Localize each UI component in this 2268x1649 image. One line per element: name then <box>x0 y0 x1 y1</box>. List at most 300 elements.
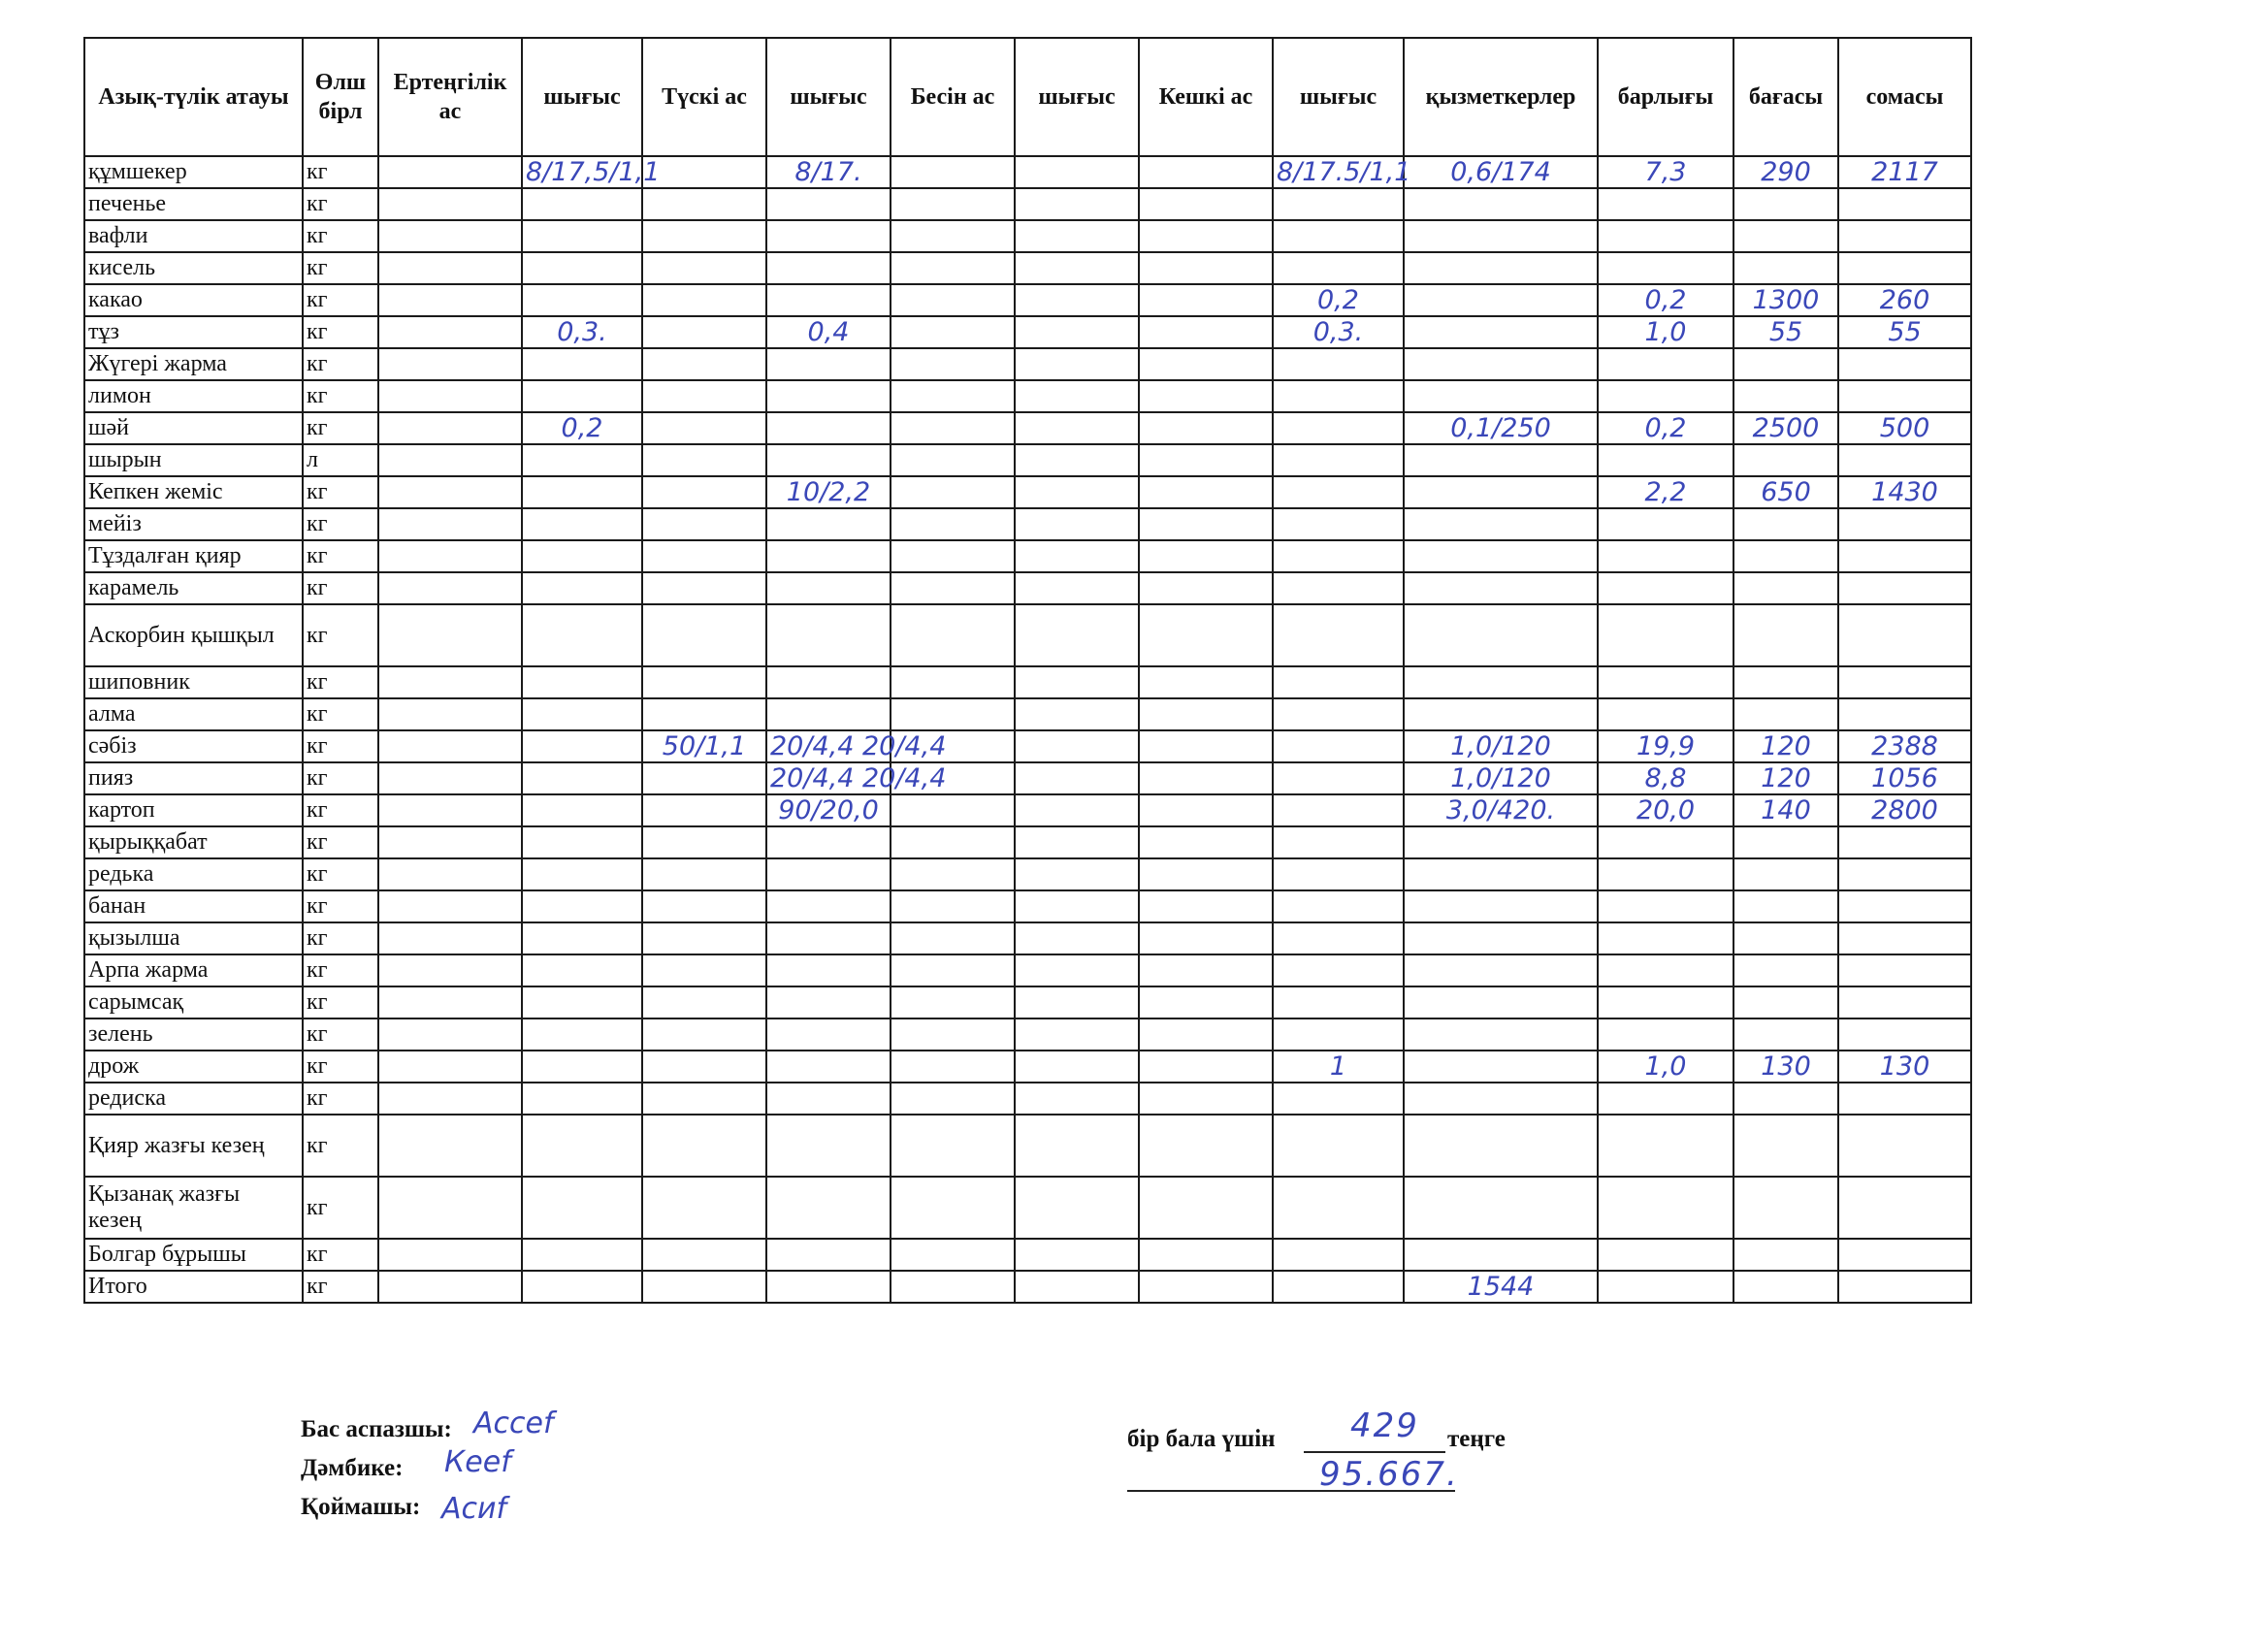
table-cell <box>1015 508 1139 540</box>
table-cell <box>642 1271 766 1303</box>
table-cell <box>766 1177 891 1239</box>
table-cell <box>1139 444 1273 476</box>
table-cell <box>1139 1115 1273 1177</box>
table-cell <box>1598 508 1733 540</box>
table-cell <box>1598 1115 1733 1177</box>
table-row <box>84 412 1971 444</box>
table-cell <box>642 348 766 380</box>
table-cell <box>1598 572 1733 604</box>
unit-cell: кг <box>303 540 378 572</box>
product-name: қызылша <box>84 922 303 954</box>
column-header: Өлш бірл <box>303 38 378 156</box>
cook-label: Дәмбике: <box>301 1455 404 1481</box>
table-cell <box>1273 986 1404 1018</box>
unit-cell: кг <box>303 604 378 666</box>
table-cell <box>1139 698 1273 730</box>
table-cell <box>1404 316 1598 348</box>
table-cell <box>522 1115 642 1177</box>
unit-cell: кг <box>303 1018 378 1051</box>
table-cell <box>1015 794 1139 826</box>
product-name: Итого <box>84 1271 303 1303</box>
table-cell <box>891 284 1015 316</box>
table-cell: 2388 <box>1838 730 1971 762</box>
table-cell: 0,3. <box>1273 316 1404 348</box>
table-row <box>84 1239 1971 1271</box>
table-cell <box>766 220 891 252</box>
table-cell <box>1404 1239 1598 1271</box>
table-row <box>84 572 1971 604</box>
product-name: құмшекер <box>84 156 303 188</box>
table-cell <box>378 698 522 730</box>
column-header: қызметкерлер <box>1404 38 1598 156</box>
unit-cell: кг <box>303 1271 378 1303</box>
table-cell <box>891 412 1015 444</box>
product-name: дрож <box>84 1051 303 1083</box>
table-cell <box>1273 444 1404 476</box>
product-name: банан <box>84 890 303 922</box>
unit-cell: кг <box>303 922 378 954</box>
table-cell <box>378 540 522 572</box>
product-name: Қызанақ жазғы кезең <box>84 1177 303 1239</box>
table-cell: 0,2 <box>1598 412 1733 444</box>
table-cell <box>522 890 642 922</box>
table-cell <box>642 1177 766 1239</box>
table-cell: 0,2 <box>1273 284 1404 316</box>
table-cell <box>1139 666 1273 698</box>
unit-cell: кг <box>303 954 378 986</box>
table-cell <box>891 156 1015 188</box>
table-cell <box>1598 826 1733 858</box>
table-cell <box>1733 826 1838 858</box>
table-cell <box>1139 890 1273 922</box>
unit-cell: кг <box>303 666 378 698</box>
table-cell: 1,0 <box>1598 316 1733 348</box>
unit-cell: кг <box>303 188 378 220</box>
table-cell <box>891 1239 1015 1271</box>
table-cell <box>1404 476 1598 508</box>
head-cook-label: Бас аспазшы: <box>301 1416 452 1442</box>
table-cell <box>522 762 642 794</box>
table-cell <box>1273 1115 1404 1177</box>
table-cell <box>378 604 522 666</box>
table-cell <box>1404 284 1598 316</box>
table-cell <box>1139 476 1273 508</box>
table-cell <box>1015 666 1139 698</box>
table-cell: 19,9 <box>1598 730 1733 762</box>
table-cell <box>766 858 891 890</box>
table-cell <box>1015 188 1139 220</box>
table-cell <box>642 220 766 252</box>
table-row <box>84 954 1971 986</box>
table-cell <box>766 698 891 730</box>
table-cell <box>522 604 642 666</box>
table-cell <box>1838 540 1971 572</box>
table-cell <box>642 1115 766 1177</box>
table-cell <box>1139 794 1273 826</box>
table-cell <box>378 794 522 826</box>
table-cell <box>522 220 642 252</box>
table-cell <box>766 890 891 922</box>
table-cell: 50/1,1 <box>642 730 766 762</box>
table-cell: 1,0 <box>1598 1051 1733 1083</box>
table-cell <box>766 954 891 986</box>
table-cell <box>522 508 642 540</box>
table-cell: 0,4 <box>766 316 891 348</box>
table-cell <box>766 412 891 444</box>
table-cell <box>1733 1271 1838 1303</box>
table-cell <box>378 922 522 954</box>
table-cell <box>642 252 766 284</box>
table-row <box>84 156 1971 188</box>
table-cell: 1544 <box>1404 1271 1598 1303</box>
product-name: Жүгері жарма <box>84 348 303 380</box>
table-row <box>84 604 1971 666</box>
table-cell <box>1015 858 1139 890</box>
table-cell <box>891 508 1015 540</box>
table-cell <box>1838 444 1971 476</box>
table-cell <box>1404 698 1598 730</box>
table-cell: 0,6/174 <box>1404 156 1598 188</box>
table-cell <box>1015 954 1139 986</box>
table-cell <box>1273 220 1404 252</box>
table-cell <box>1598 188 1733 220</box>
table-cell <box>766 1018 891 1051</box>
table-row <box>84 380 1971 412</box>
table-cell <box>1733 858 1838 890</box>
table-cell <box>766 1083 891 1115</box>
unit-cell: кг <box>303 1177 378 1239</box>
table-cell <box>1598 1083 1733 1115</box>
table-row <box>84 220 1971 252</box>
table-cell <box>522 1018 642 1051</box>
table-row <box>84 1115 1971 1177</box>
table-cell <box>642 922 766 954</box>
table-cell <box>1273 1177 1404 1239</box>
table-cell <box>1139 1083 1273 1115</box>
table-cell <box>642 954 766 986</box>
storekeeper-label: Қоймашы: <box>301 1494 421 1520</box>
table-cell <box>1838 890 1971 922</box>
table-row <box>84 858 1971 890</box>
table-cell <box>766 572 891 604</box>
table-cell <box>522 858 642 890</box>
table-cell <box>1598 540 1733 572</box>
table-row <box>84 1083 1971 1115</box>
unit-cell: кг <box>303 762 378 794</box>
table-cell <box>1015 604 1139 666</box>
table-cell <box>378 858 522 890</box>
table-cell <box>1598 1271 1733 1303</box>
table-cell: 10/2,2 <box>766 476 891 508</box>
currency-label: теңге <box>1447 1426 1506 1452</box>
table-cell <box>766 922 891 954</box>
table-cell <box>378 284 522 316</box>
table-cell <box>642 1083 766 1115</box>
table-cell <box>378 380 522 412</box>
table-cell <box>1838 380 1971 412</box>
table-cell <box>891 572 1015 604</box>
cook-signature: Кееf <box>444 1445 511 1479</box>
table-cell: 0,1/250 <box>1404 412 1598 444</box>
unit-cell: кг <box>303 252 378 284</box>
table-cell <box>1273 1271 1404 1303</box>
table-cell: 2800 <box>1838 794 1971 826</box>
table-cell <box>1404 252 1598 284</box>
table-cell <box>1015 540 1139 572</box>
table-cell: 1056 <box>1838 762 1971 794</box>
table-cell <box>766 1115 891 1177</box>
table-cell <box>1598 890 1733 922</box>
unit-cell: кг <box>303 1239 378 1271</box>
column-header: Азық-түлік атауы <box>84 38 303 156</box>
table-cell <box>522 666 642 698</box>
table-cell <box>642 794 766 826</box>
table-cell <box>891 922 1015 954</box>
table-cell <box>378 156 522 188</box>
table-row <box>84 986 1971 1018</box>
table-cell <box>1733 1177 1838 1239</box>
table-cell: 290 <box>1733 156 1838 188</box>
table-cell <box>891 986 1015 1018</box>
product-name: карамель <box>84 572 303 604</box>
table-cell <box>522 1051 642 1083</box>
provisions-table <box>83 37 1972 1304</box>
table-cell <box>1598 604 1733 666</box>
table-row <box>84 540 1971 572</box>
table-cell <box>522 252 642 284</box>
table-cell <box>642 156 766 188</box>
table-cell <box>1838 922 1971 954</box>
table-row <box>84 794 1971 826</box>
table-cell <box>1273 922 1404 954</box>
table-cell <box>1733 1083 1838 1115</box>
table-cell <box>378 1115 522 1177</box>
column-header: шығыс <box>766 38 891 156</box>
table-cell <box>378 412 522 444</box>
table-cell <box>1273 698 1404 730</box>
table-cell <box>1015 316 1139 348</box>
table-cell <box>378 252 522 284</box>
table-cell <box>378 572 522 604</box>
table-row <box>84 252 1971 284</box>
table-cell <box>1598 380 1733 412</box>
table-row <box>84 508 1971 540</box>
table-cell <box>891 826 1015 858</box>
table-cell <box>1139 986 1273 1018</box>
table-cell <box>766 284 891 316</box>
table-cell <box>1404 666 1598 698</box>
table-cell: 1,0/120 <box>1404 762 1598 794</box>
table-cell: 260 <box>1838 284 1971 316</box>
table-cell <box>1733 188 1838 220</box>
table-cell <box>1598 698 1733 730</box>
table-cell <box>1404 188 1598 220</box>
table-cell <box>1598 666 1733 698</box>
table-cell <box>1404 444 1598 476</box>
table-row <box>84 922 1971 954</box>
table-row <box>84 730 1971 762</box>
table-cell <box>1015 444 1139 476</box>
column-header: Кешкі ас <box>1139 38 1273 156</box>
table-cell <box>1139 284 1273 316</box>
table-cell: 0,2 <box>1598 284 1733 316</box>
table-cell <box>1139 1018 1273 1051</box>
table-cell <box>891 890 1015 922</box>
table-cell <box>1273 572 1404 604</box>
table-cell <box>1404 890 1598 922</box>
table-cell <box>766 1051 891 1083</box>
product-name: печенье <box>84 188 303 220</box>
table-cell <box>378 666 522 698</box>
table-cell <box>1733 444 1838 476</box>
table-cell <box>1139 1239 1273 1271</box>
table-cell <box>1015 698 1139 730</box>
unit-cell: кг <box>303 986 378 1018</box>
unit-cell: кг <box>303 348 378 380</box>
table-cell <box>1273 1239 1404 1271</box>
column-header: шығыс <box>1273 38 1404 156</box>
table-cell <box>1404 1177 1598 1239</box>
column-header: бағасы <box>1733 38 1838 156</box>
table-cell <box>378 348 522 380</box>
table-cell <box>1139 1051 1273 1083</box>
table-cell <box>1733 380 1838 412</box>
table-cell <box>642 572 766 604</box>
table-cell <box>1015 1051 1139 1083</box>
table-cell <box>1273 762 1404 794</box>
table-cell <box>1838 826 1971 858</box>
table-cell <box>1015 220 1139 252</box>
table-cell <box>1733 604 1838 666</box>
table-cell <box>1139 922 1273 954</box>
unit-cell: кг <box>303 1051 378 1083</box>
table-cell <box>891 380 1015 412</box>
table-cell <box>1598 1239 1733 1271</box>
table-cell: 1300 <box>1733 284 1838 316</box>
table-cell <box>1404 380 1598 412</box>
table-cell <box>522 1083 642 1115</box>
table-cell <box>1139 604 1273 666</box>
table-cell <box>766 188 891 220</box>
table-cell <box>1139 540 1273 572</box>
table-cell: 55 <box>1733 316 1838 348</box>
table-cell <box>1838 1115 1971 1177</box>
unit-cell: кг <box>303 1083 378 1115</box>
product-name: пияз <box>84 762 303 794</box>
table-cell <box>378 986 522 1018</box>
table-row <box>84 762 1971 794</box>
table-cell <box>1139 220 1273 252</box>
table-cell <box>891 316 1015 348</box>
table-cell <box>1273 188 1404 220</box>
table-cell <box>1404 220 1598 252</box>
product-name: қырыққабат <box>84 826 303 858</box>
table-cell <box>378 1239 522 1271</box>
table-cell: 0,3. <box>522 316 642 348</box>
table-cell <box>1273 604 1404 666</box>
product-name: шырын <box>84 444 303 476</box>
column-header: барлығы <box>1598 38 1733 156</box>
table-cell <box>522 794 642 826</box>
unit-cell: кг <box>303 1115 378 1177</box>
table-cell <box>891 476 1015 508</box>
table-cell <box>378 1018 522 1051</box>
table-cell <box>1838 666 1971 698</box>
table-cell <box>1404 508 1598 540</box>
product-name: зелень <box>84 1018 303 1051</box>
table-cell <box>891 188 1015 220</box>
table-cell <box>1733 1018 1838 1051</box>
table-cell <box>642 826 766 858</box>
table-cell <box>1733 986 1838 1018</box>
table-cell <box>1404 1115 1598 1177</box>
table-cell <box>1404 572 1598 604</box>
table-cell <box>642 698 766 730</box>
table-cell <box>1139 1271 1273 1303</box>
table-header-row <box>84 38 1971 156</box>
table-cell <box>642 380 766 412</box>
table-cell <box>642 890 766 922</box>
table-cell <box>1273 348 1404 380</box>
table-cell: 20,0 <box>1598 794 1733 826</box>
table-cell <box>378 316 522 348</box>
product-name: Кепкен жеміс <box>84 476 303 508</box>
product-name: тұз <box>84 316 303 348</box>
table-cell <box>766 444 891 476</box>
table-cell <box>522 188 642 220</box>
table-row <box>84 698 1971 730</box>
table-cell <box>891 666 1015 698</box>
product-name: вафли <box>84 220 303 252</box>
table-row <box>84 666 1971 698</box>
unit-cell: кг <box>303 572 378 604</box>
table-cell <box>766 348 891 380</box>
table-cell: 8/17,5/1,1 <box>522 156 642 188</box>
product-name: Арпа жарма <box>84 954 303 986</box>
per-child-underline <box>1304 1451 1445 1453</box>
table-cell <box>378 826 522 858</box>
table-cell <box>891 1051 1015 1083</box>
table-cell <box>1015 1083 1139 1115</box>
table-cell <box>1733 348 1838 380</box>
unit-cell: кг <box>303 316 378 348</box>
table-cell <box>1838 858 1971 890</box>
table-cell <box>1404 540 1598 572</box>
table-row <box>84 444 1971 476</box>
table-cell <box>766 1239 891 1271</box>
table-cell <box>642 540 766 572</box>
table-cell <box>1598 444 1733 476</box>
table-cell <box>1598 1177 1733 1239</box>
unit-cell: кг <box>303 380 378 412</box>
table-cell <box>1139 730 1273 762</box>
table-cell <box>1015 380 1139 412</box>
table-cell <box>642 1239 766 1271</box>
table-cell <box>642 1018 766 1051</box>
table-cell <box>1273 476 1404 508</box>
table-cell: 2117 <box>1838 156 1971 188</box>
table-cell <box>1139 380 1273 412</box>
table-cell <box>891 540 1015 572</box>
table-cell <box>1404 348 1598 380</box>
product-name: какао <box>84 284 303 316</box>
table-cell <box>642 508 766 540</box>
table-cell <box>1598 1018 1733 1051</box>
table-cell <box>1404 826 1598 858</box>
table-cell <box>891 794 1015 826</box>
table-cell <box>1273 858 1404 890</box>
table-cell <box>1733 572 1838 604</box>
